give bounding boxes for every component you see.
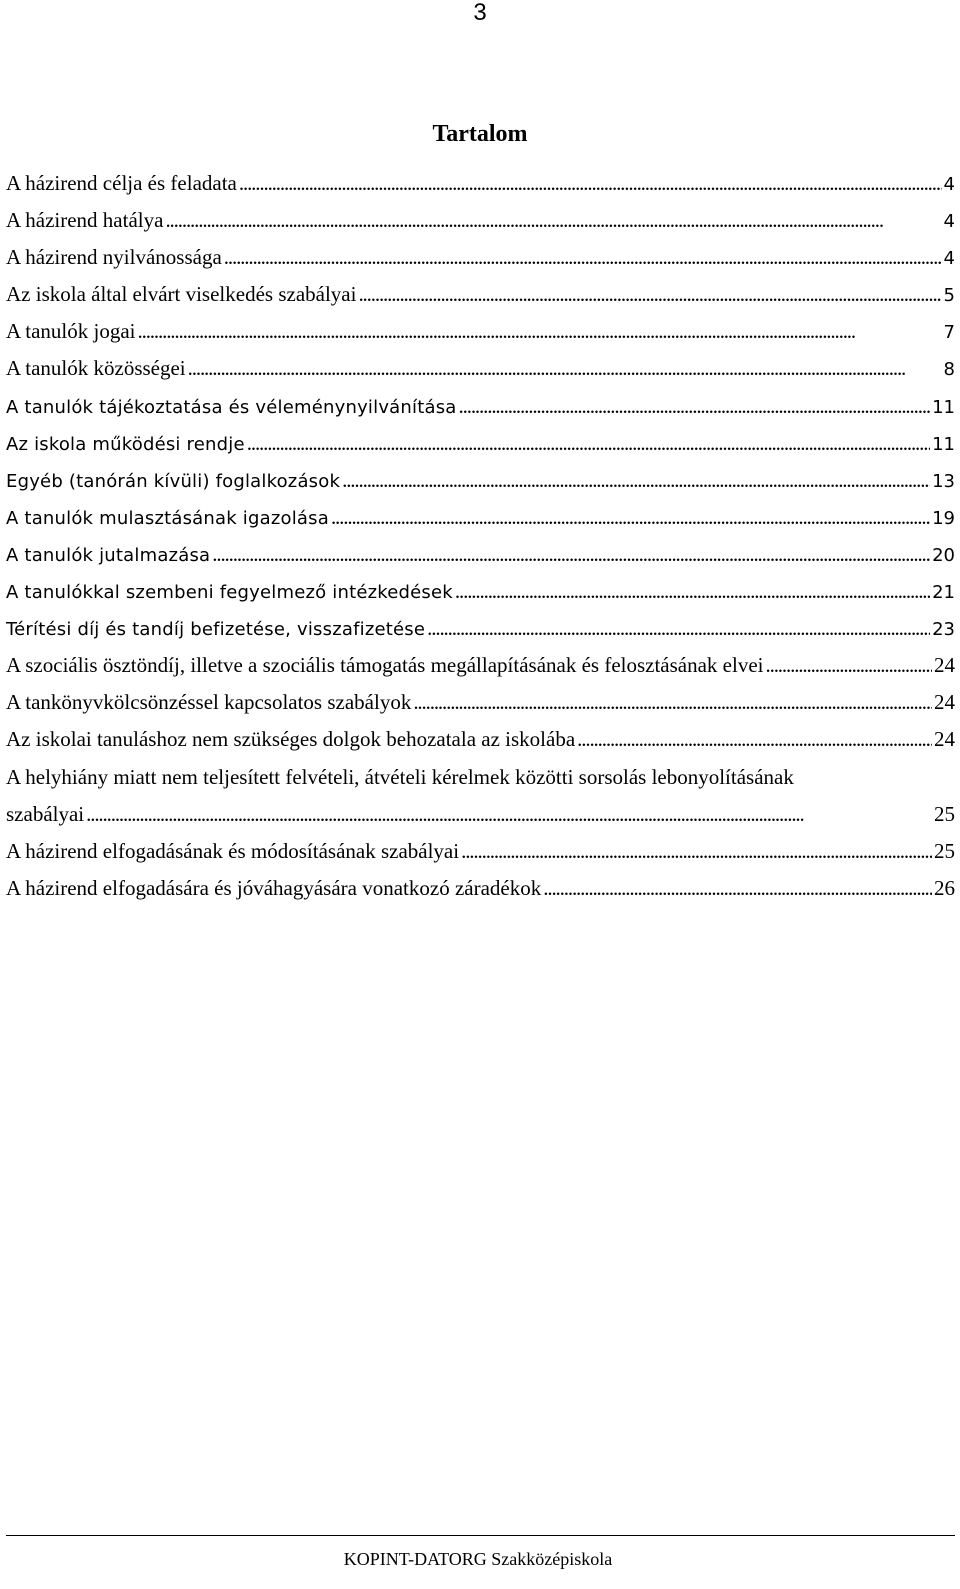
toc-entry-page: 8 — [943, 359, 955, 381]
toc-entry[interactable] — [6, 425, 955, 462]
toc-entry-page: 11 — [932, 433, 955, 455]
toc-entry-page: 20 — [932, 544, 955, 566]
toc-entry-title: A tanulók mulasztásának igazolása — [6, 507, 329, 529]
toc-entry-title: Egyéb (tanórán kívüli) foglalkozások — [6, 470, 341, 492]
toc-entry-title-line1: A helyhiány miatt nem teljesített felvételi, átvételi kérelmek közötti sorsolás lebonyolításának — [6, 764, 794, 789]
toc-entry-title: A házirend elfogadásának és módosításának szabályai — [6, 838, 460, 863]
toc-entry-title: Az iskola működési rendje — [6, 433, 245, 455]
toc-entry-page: 13 — [932, 470, 955, 492]
toc-entry[interactable] — [6, 870, 955, 907]
toc-entry-title: A szociális ösztöndíj, illetve a szociális támogatás megállapításának és felosztásának elvei — [6, 653, 764, 678]
toc-entry-page: 11 — [932, 396, 955, 418]
toc-entry-title: A tanulók közösségei — [6, 356, 186, 381]
dot-leader — [358, 276, 941, 313]
dot-leader — [331, 499, 930, 536]
dot-leader — [212, 536, 930, 573]
dot-leader — [766, 647, 933, 684]
toc-entry-title: Az iskolai tanuláshoz nem szükséges dolgok behozatala az iskolába — [6, 727, 576, 752]
toc-entry-page: 23 — [932, 619, 955, 641]
toc-entry-page: 5 — [943, 285, 955, 307]
toc-entry-page: 25 — [934, 838, 955, 863]
toc-entry-title: A tanulók tájékoztatása és véleménynyilvánítása — [6, 396, 457, 418]
toc-title: Tartalom — [432, 121, 528, 147]
toc-entry[interactable] — [6, 350, 955, 387]
toc-entry-page: 24 — [934, 653, 955, 678]
dot-leader — [239, 165, 942, 202]
toc-entry-page: 21 — [932, 582, 955, 604]
toc-entry[interactable] — [6, 276, 955, 313]
toc-entry[interactable] — [6, 536, 955, 573]
toc-entry-page: 24 — [934, 690, 955, 715]
toc-entry-title: A tanulókkal szembeni fegyelmező intézkedések — [6, 582, 453, 604]
dot-leader — [138, 313, 942, 350]
toc-entry[interactable] — [6, 759, 955, 833]
toc-entry-title: Térítési díj és tandíj befizetése, visszafizetése — [6, 619, 426, 641]
dot-leader — [459, 388, 931, 425]
toc-entry[interactable] — [6, 833, 955, 870]
toc-entry[interactable] — [6, 573, 955, 610]
toc-entry[interactable] — [6, 610, 955, 647]
toc-entry-page: 26 — [934, 875, 955, 900]
toc-entry-page: 25 — [934, 801, 955, 826]
toc-entry[interactable] — [6, 239, 955, 276]
toc-entry[interactable] — [6, 462, 955, 499]
toc-entry[interactable] — [6, 313, 955, 350]
toc-entry[interactable] — [6, 499, 955, 536]
toc-entry[interactable] — [6, 388, 955, 425]
dot-leader — [461, 833, 932, 870]
table-of-contents — [6, 165, 955, 907]
toc-entry-title: A házirend nyilvánossága — [6, 245, 222, 270]
dot-leader — [342, 462, 930, 499]
toc-entry-title: A tanulók jutalmazása — [6, 544, 211, 566]
toc-entry[interactable] — [6, 721, 955, 758]
toc-entry-title: A tanulók jogai — [6, 319, 136, 344]
toc-entry-title-line2: szabályai — [6, 801, 85, 826]
dot-leader — [224, 239, 942, 276]
footer-divider — [6, 1535, 955, 1536]
dot-leader — [247, 425, 930, 462]
toc-entry-title: Az iskola által elvárt viselkedés szabályai — [6, 282, 357, 307]
toc-entry[interactable] — [6, 202, 955, 239]
dot-leader — [413, 684, 932, 721]
toc-entry-page: 19 — [932, 507, 955, 529]
toc-entry[interactable] — [6, 684, 955, 721]
toc-entry[interactable] — [6, 165, 955, 202]
toc-entry-page: 4 — [943, 248, 955, 270]
dot-leader — [86, 796, 932, 833]
footer-school-name: KOPINT-DATORG Szakközépiskola — [343, 1549, 613, 1569]
toc-entry-page: 4 — [943, 211, 955, 233]
toc-entry-page: 7 — [943, 322, 955, 344]
toc-entry-title: A házirend hatálya — [6, 208, 164, 233]
toc-entry-title: A házirend célja és feladata — [6, 171, 237, 195]
dot-leader — [577, 721, 932, 758]
toc-entry[interactable] — [6, 647, 955, 684]
toc-entry-page: 4 — [943, 174, 955, 195]
dot-leader — [543, 870, 932, 907]
toc-entry-title: A tankönyvkölcsönzéssel kapcsolatos szabályok — [6, 690, 412, 715]
dot-leader — [165, 202, 941, 239]
dot-leader — [427, 610, 930, 647]
toc-entry-page: 24 — [934, 727, 955, 752]
page-number: 3 — [473, 0, 487, 26]
dot-leader — [188, 350, 942, 387]
toc-entry-title: A házirend elfogadására és jóváhagyására vonatkozó záradékok — [6, 875, 542, 900]
dot-leader — [455, 573, 930, 610]
